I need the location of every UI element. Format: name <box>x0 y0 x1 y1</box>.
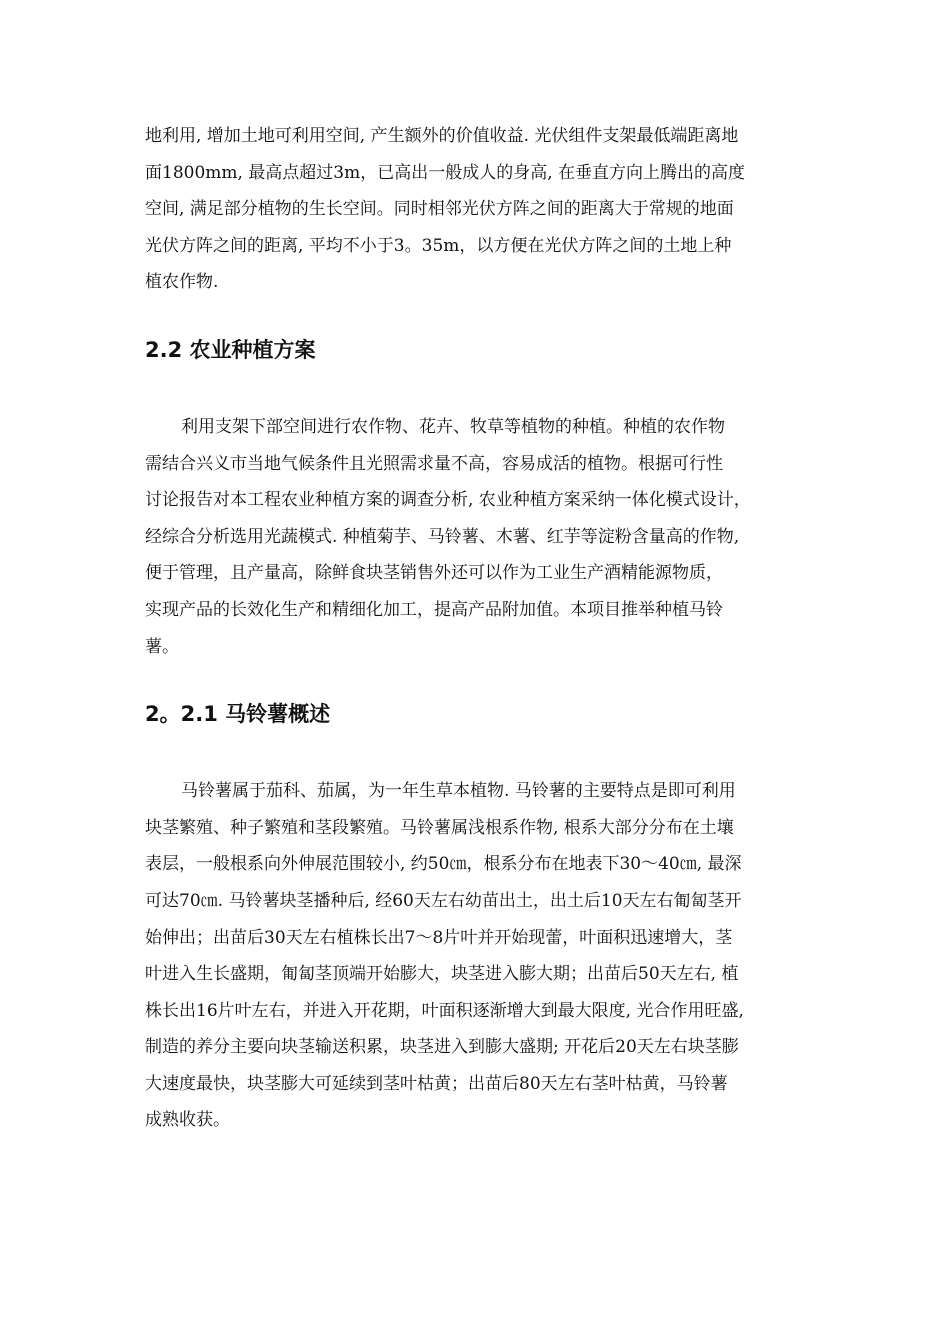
text-line: 讨论报告对本工程农业种植方案的调查分析, 农业种植方案采纳一体化模式设计， <box>145 490 751 511</box>
text-line: 块茎繁殖、种子繁殖和茎段繁殖。马铃薯属浅根系作物, 根系大部分分布在土壤 <box>145 817 734 838</box>
text-line: 株长出16片叶左右，并进入开花期，叶面积逐渐增大到最大限度, 光合作用旺盛, <box>145 1000 744 1021</box>
paragraph-planting-plan <box>145 409 810 665</box>
text-line: 成熟收获。 <box>145 1110 230 1131</box>
text-line: 植农作物. <box>145 272 219 293</box>
text-line: 经综合分析选用光蔬模式. 种植菊芋、马铃薯、木薯、红芋等淀粉含量高的作物, <box>145 526 740 547</box>
text-line: 叶进入生长盛期，匍匐茎顶端开始膨大，块茎进入膨大期；出苗后50天左右, 植 <box>145 964 739 985</box>
section-heading-2-2: 2.2 农业种植方案 <box>145 337 316 362</box>
text-line: 光伏方阵之间的距离, 平均不小于3。35m，以方便在光伏方阵之间的土地上种 <box>145 235 732 256</box>
text-line: 实现产品的长效化生产和精细化加工，提高产品附加值。本项目推举种植马铃 <box>145 599 723 620</box>
text-line: 利用支架下部空间进行农作物、花卉、牧草等植物的种植。种植的农作物 <box>181 416 725 437</box>
text-line: 便于管理，且产量高，除鲜食块茎销售外还可以作为工业生产酒精能源物质， <box>145 563 723 584</box>
section-heading-2-2-1: 2。2.1 马铃薯概述 <box>145 702 331 727</box>
text-line: 可达70㎝. 马铃薯块茎播种后, 经60天左右幼苗出土，出土后10天左右匍匐茎开 <box>145 890 742 911</box>
text-line: 需结合兴义市当地气候条件且光照需求量不高，容易成活的植物。根据可行性 <box>145 453 723 474</box>
text-line: 地利用, 增加土地可利用空间, 产生额外的价值收益. 光伏组件支架最低端距离地 <box>145 126 739 146</box>
text-line: 制造的养分主要向块茎输送积累，块茎进入到膨大盛期; 开花后20天左右块茎膨 <box>145 1037 739 1058</box>
text-line: 薯。 <box>145 636 179 657</box>
paragraph-potato-overview <box>145 773 810 1139</box>
text-line: 大速度最快，块茎膨大可延续到茎叶枯黄；出苗后80天左右茎叶枯黄，马铃薯 <box>145 1073 728 1094</box>
paragraph-continuation <box>145 118 810 301</box>
text-line: 面1800mm, 最高点超过3m，已高出一般成人的身高, 在垂直方向上腾出的高度 <box>145 162 746 183</box>
text-line: 表层，一般根系向外伸展范围较小, 约50㎝，根系分布在地表下30～40㎝, 最深 <box>145 854 742 875</box>
text-line: 始伸出；出苗后30天左右植株长出7～8片叶并开始现蕾，叶面积迅速增大，茎 <box>145 927 733 948</box>
document-body <box>145 118 810 1139</box>
text-line: 空间, 满足部分植物的生长空间。同时相邻光伏方阵之间的距离大于常规的地面 <box>145 199 734 220</box>
text-line: 马铃薯属于茄科、茄属，为一年生草本植物. 马铃薯的主要特点是即可利用 <box>181 781 736 802</box>
